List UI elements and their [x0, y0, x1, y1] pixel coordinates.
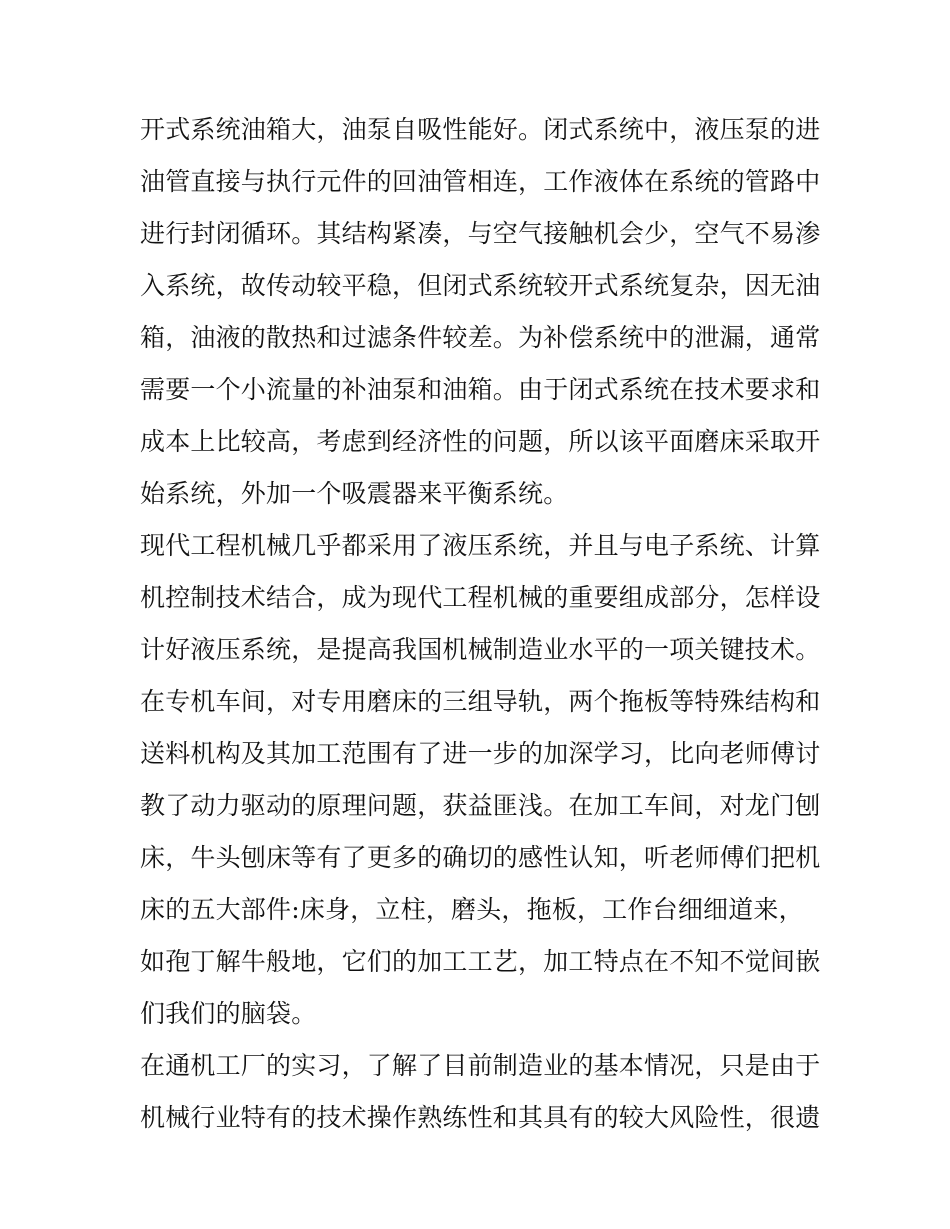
text-line: 们我们的脑袋。 — [140, 999, 317, 1028]
text-line: 机控制技术结合，成为现代工程机械的重要组成部分，怎样设 — [140, 583, 821, 612]
text-line: 现代工程机械几乎都采用了液压系统，并且与电子系统、计算 — [140, 531, 821, 560]
text-line: 床的五大部件:床身，立柱，磨头，拖板，工作台细细道来， — [140, 895, 804, 924]
text-line: 开式系统油箱大，油泵自吸性能好。闭式系统中，液压泵的进 — [140, 115, 821, 144]
text-line: 油管直接与执行元件的回油管相连，工作液体在系统的管路中 — [140, 167, 821, 196]
body-text — [140, 104, 820, 1144]
text-line: 送料机构及其加工范围有了进一步的加深学习，比向老师傅讨 — [140, 739, 821, 768]
text-line: 教了动力驱动的原理问题，获益匪浅。在加工车间，对龙门刨 — [140, 791, 821, 820]
text-line: 成本上比较高，考虑到经济性的问题，所以该平面磨床采取开 — [140, 427, 821, 456]
text-line: 始系统，外加一个吸震器来平衡系统。 — [140, 479, 569, 508]
text-line: 床，牛头刨床等有了更多的确切的感性认知，听老师傅们把机 — [140, 843, 821, 872]
text-line: 如孢丁解牛般地，它们的加工工艺，加工特点在不知不觉间嵌 — [140, 947, 821, 976]
text-line: 机械行业特有的技术操作熟练性和其具有的较大风险性，很遗 — [140, 1103, 821, 1132]
text-line: 计好液压系统，是提高我国机械制造业水平的一项关键技术。 — [140, 635, 821, 664]
text-line: 入系统，故传动较平稳，但闭式系统较开式系统复杂，因无油 — [140, 271, 821, 300]
text-line: 在通机工厂的实习，了解了目前制造业的基本情况，只是由于 — [140, 1051, 821, 1080]
text-line: 箱，油液的散热和过滤条件较差。为补偿系统中的泄漏，通常 — [140, 323, 821, 352]
text-line: 需要一个小流量的补油泵和油箱。由于闭式系统在技术要求和 — [140, 375, 821, 404]
text-line: 在专机车间，对专用磨床的三组导轨，两个拖板等特殊结构和 — [140, 687, 821, 716]
text-line: 进行封闭循环。其结构紧凑，与空气接触机会少，空气不易渗 — [140, 219, 821, 248]
